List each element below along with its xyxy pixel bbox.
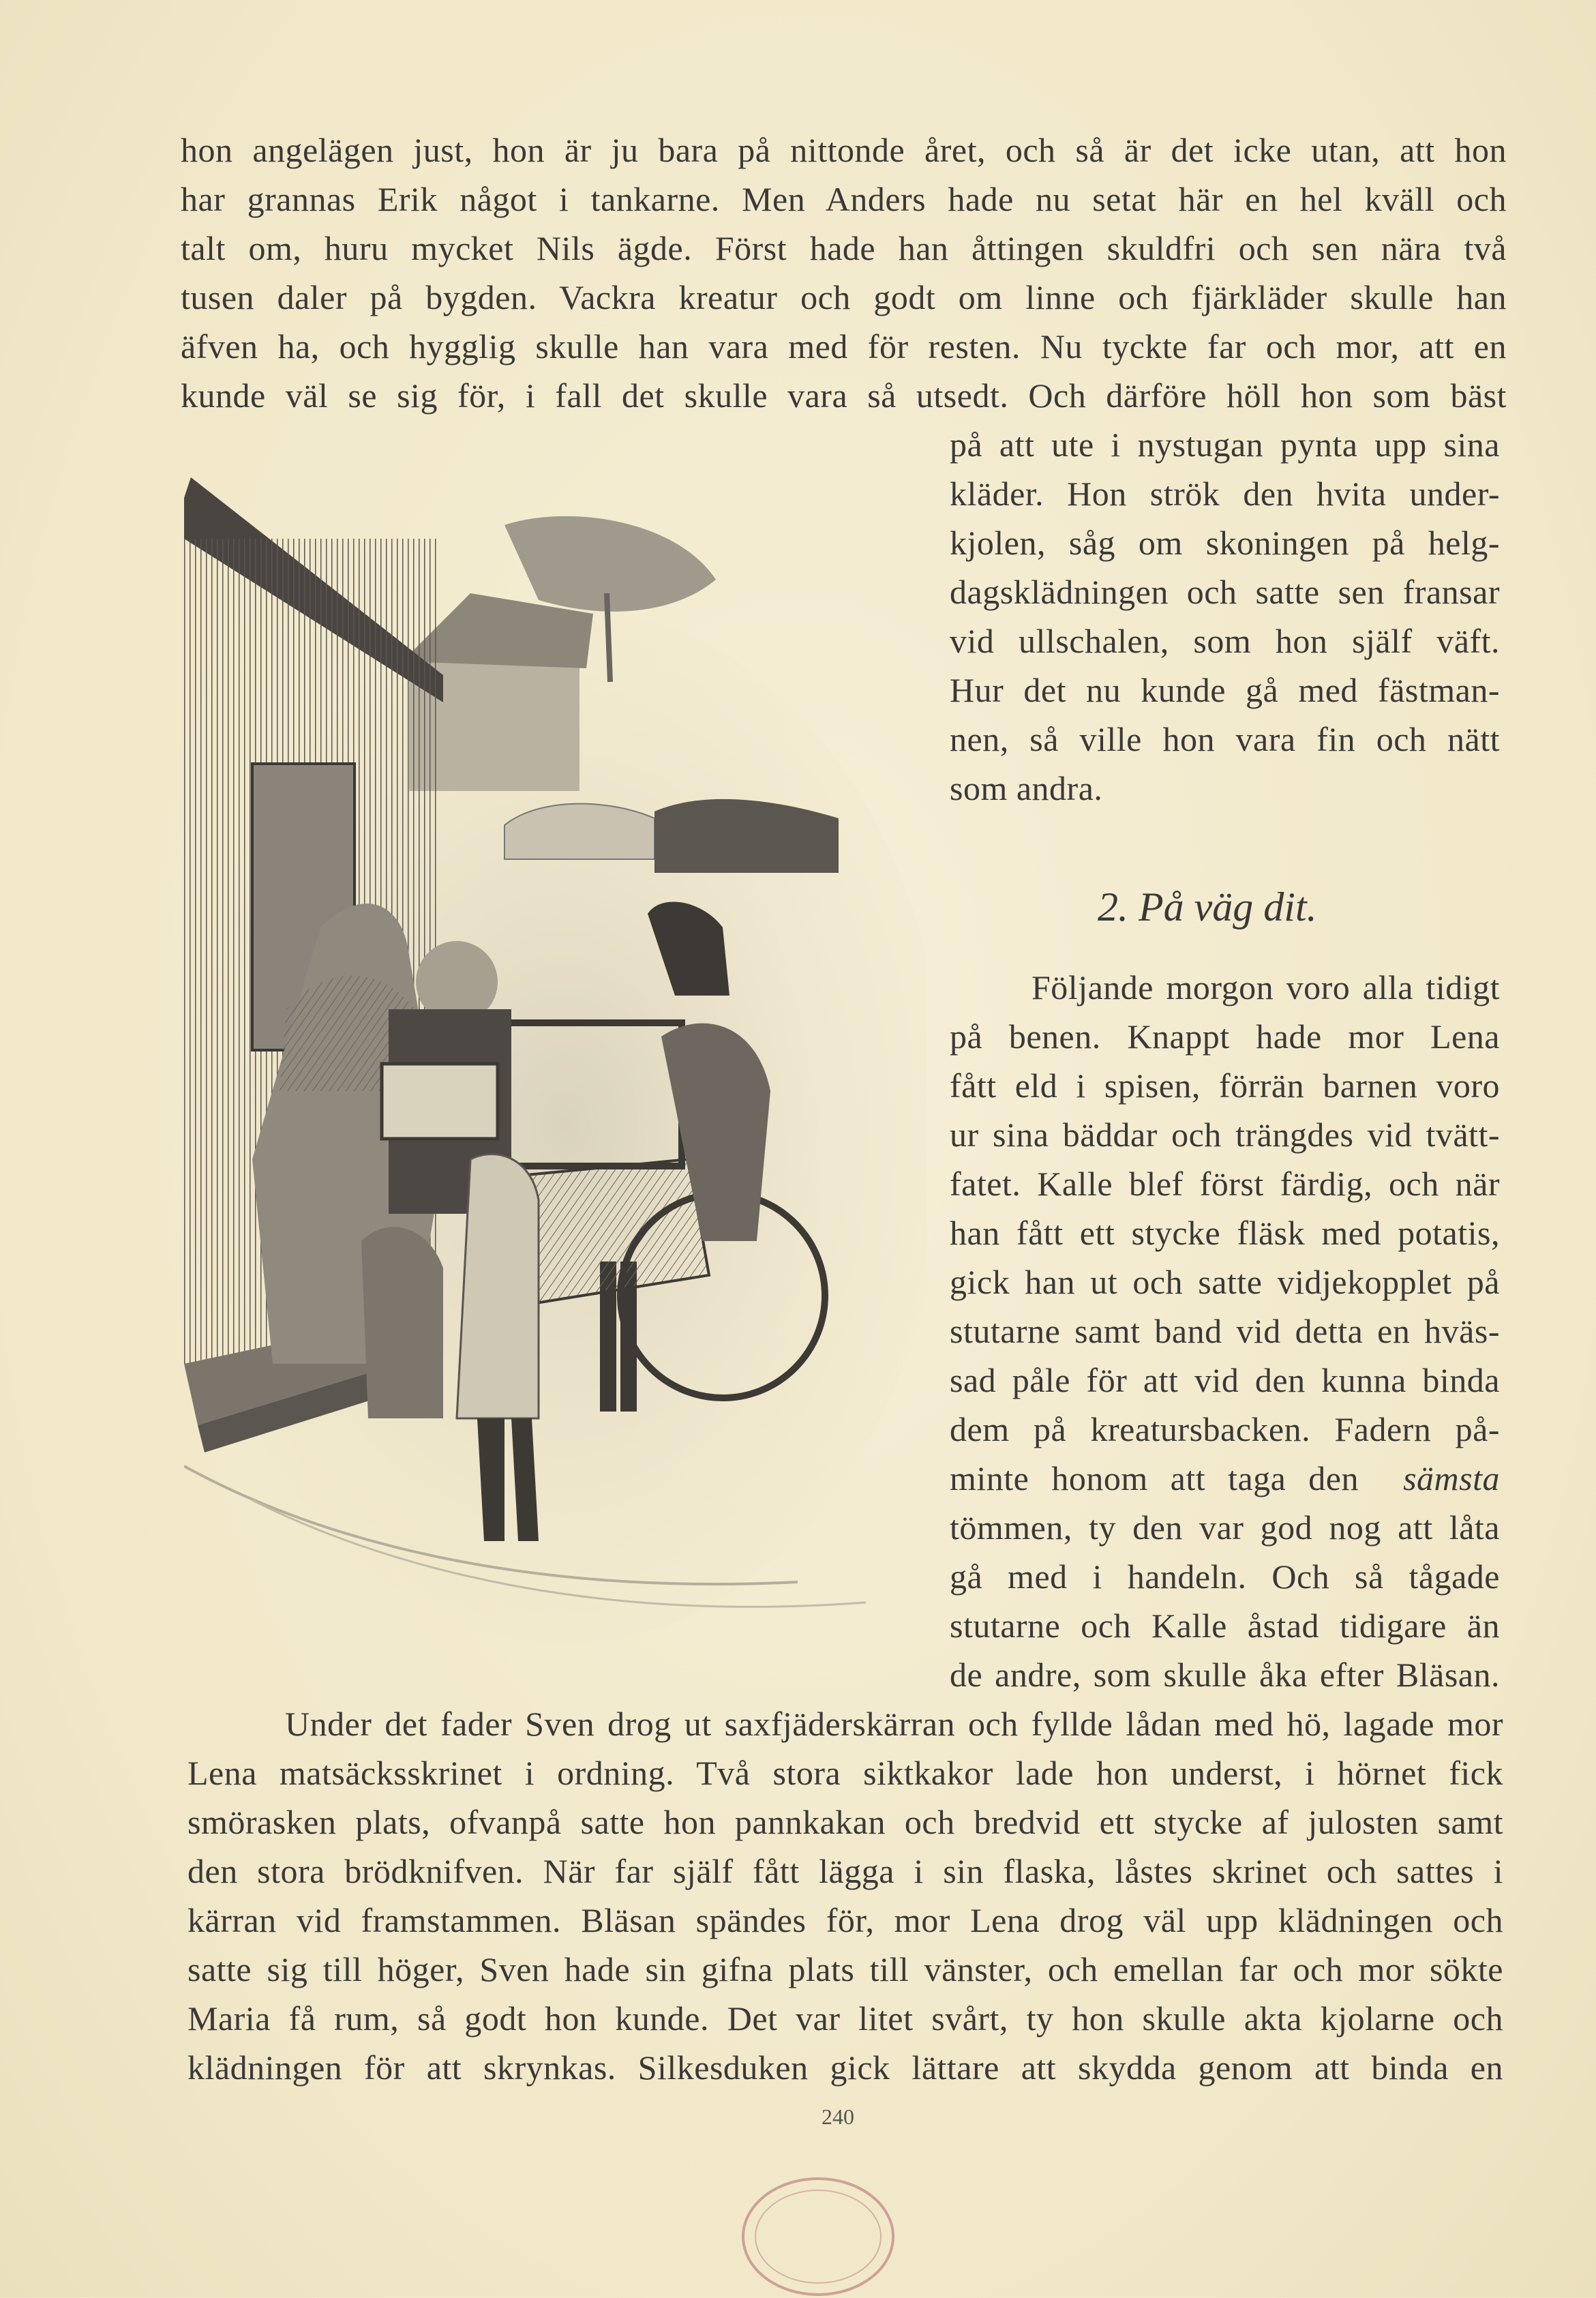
- section-heading: 2. På väg dit.: [1098, 884, 1317, 929]
- text-line: Hur det nu kunde gå med fästman-: [950, 671, 1500, 709]
- text-line: tömmen, ty den var god nog att låta: [950, 1508, 1500, 1547]
- text-line: gå med i handeln. Och så tågade: [950, 1557, 1500, 1596]
- text-line: äfven ha, och hygglig skulle han vara med för resten. Nu tyckte far och mor, att en: [181, 327, 1507, 365]
- text-line: tusen daler på bygden. Vackra kreatur och godt om linne och fjärkläder skulle han: [181, 278, 1507, 316]
- text-line: vid ullschalen, som hon själf väft.: [950, 622, 1500, 660]
- text-line: den stora brödknifven. När far själf fått lägga i sin flaska, låstes skrinet och sattes i: [187, 1852, 1503, 1890]
- text-line: ur sina bäddar och trängdes vid tvätt-: [950, 1116, 1500, 1154]
- text-line: dagsklädningen och satte sen fransar: [950, 573, 1500, 611]
- text-line: dem på kreatursbacken. Fadern på-: [950, 1410, 1500, 1448]
- text-line: satte sig till höger, Sven hade sin gifna plats till vänster, och emellan far och mor sökte: [187, 1950, 1503, 1988]
- text-line: hon angelägen just, hon är ju bara på nittonde året, och så är det icke utan, att hon: [181, 131, 1507, 169]
- text-line-with-emphasis: [950, 1458, 1500, 1499]
- text-line: Följande morgon voro alla tidigt: [1032, 968, 1500, 1006]
- text-line: de andre, som skulle åka efter Bläsan.: [950, 1656, 1500, 1694]
- text-line: nen, så ville hon vara fin och nätt: [950, 720, 1500, 758]
- text-line: han fått ett stycke fläsk med potatis,: [950, 1214, 1500, 1252]
- text-span: minte honom att taga den: [950, 1459, 1359, 1497]
- text-line: på att ute i nystugan pynta upp sina: [950, 426, 1500, 464]
- text-line: kjolen, såg om skoningen på helg-: [950, 524, 1500, 562]
- text-line: stutarne samt band vid detta en hväs-: [950, 1312, 1500, 1350]
- text-line: klädningen för att skrynkas. Silkesduken gick lättare att skydda genom att binda en: [187, 2048, 1503, 2087]
- text-line: talt om, huru mycket Nils ägde. Först hade han åttingen skuldfri och sen nära två: [181, 229, 1507, 267]
- text-line: som andra.: [950, 769, 1103, 807]
- text-line: kärran vid framstammen. Bläsan spändes för, mor Lena drog väl upp klädningen och: [187, 1901, 1503, 1939]
- illustration: [184, 477, 927, 1643]
- emphasized-word: sämsta: [1403, 1459, 1500, 1497]
- text-line: kunde väl se sig för, i fall det skulle vara så utsedt. Och därföre höll hon som bäst: [181, 376, 1507, 415]
- text-line: fatet. Kalle blef först färdig, och när: [950, 1165, 1500, 1203]
- text-line: kläder. Hon strök den hvita under-: [950, 475, 1500, 513]
- text-line: har grannas Erik något i tankarne. Men Anders hade nu setat här en hel kväll och: [181, 180, 1507, 218]
- text-line: sad påle för att vid den kunna binda: [950, 1361, 1500, 1399]
- text-line: Lena matsäcksskrinet i ordning. Två stora siktkakor lade hon underst, i hörnet fick: [187, 1754, 1503, 1792]
- text-line: stutarne och Kalle åstad tidigare än: [950, 1607, 1500, 1645]
- text-line: fått eld i spisen, förrän barnen voro: [950, 1066, 1500, 1105]
- text-line: smörasken plats, ofvanpå satte hon pannkakan och bredvid ett stycke af julosten samt: [187, 1803, 1503, 1841]
- library-stamp: [736, 2172, 900, 2298]
- text-line: på benen. Knappt hade mor Lena: [950, 1017, 1500, 1056]
- text-line: gick han ut och satte vidjekopplet på: [950, 1263, 1500, 1301]
- text-line: Maria få rum, så godt hon kunde. Det var litet svårt, ty hon skulle akta kjolarne och: [187, 1999, 1503, 2038]
- page-number: 240: [822, 2104, 854, 2129]
- text-line: Under det fader Sven drog ut saxfjäderskärran och fyllde lådan med hö, lagade mor: [285, 1705, 1503, 1743]
